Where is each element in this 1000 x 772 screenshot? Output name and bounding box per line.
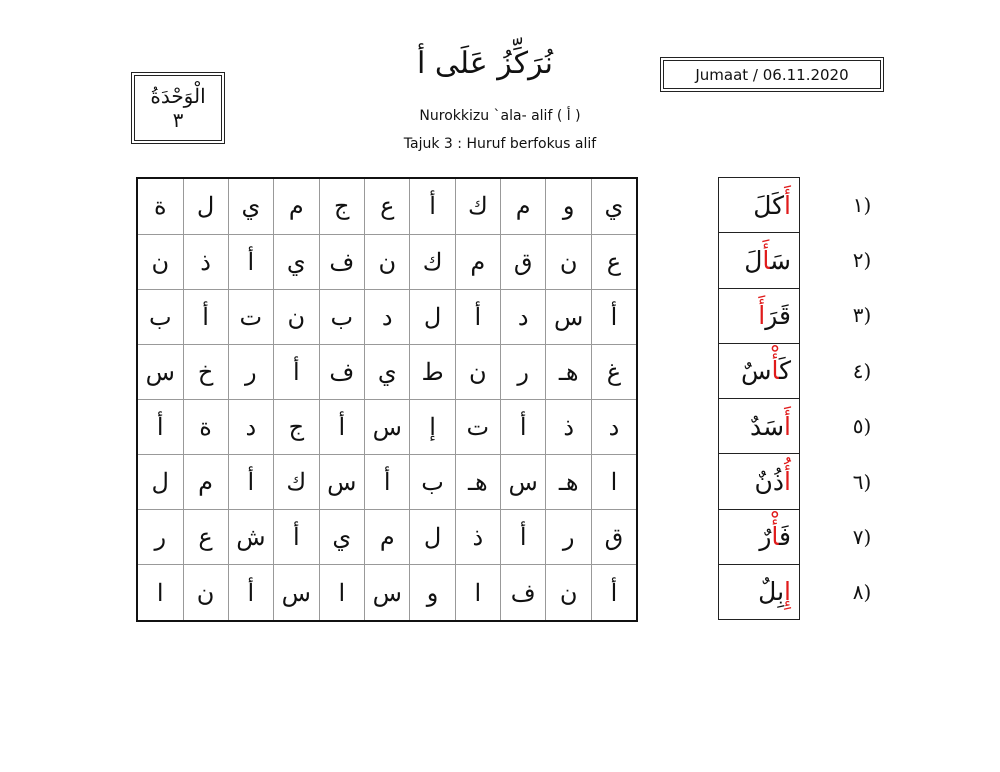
grid-row [137, 178, 637, 234]
word-row [719, 178, 800, 233]
grid-cell[interactable]: ا [319, 565, 364, 621]
grid-cell[interactable]: ل [410, 289, 455, 344]
grid-cell[interactable]: و [546, 178, 591, 234]
grid-cell[interactable]: ي [591, 178, 637, 234]
grid-cell[interactable]: أ [500, 510, 545, 565]
grid-cell[interactable]: هـ [546, 344, 591, 399]
word-part-highlight: أ [758, 301, 766, 331]
word-part-before: سَ [770, 245, 791, 275]
word-number: ٦) [852, 469, 872, 494]
word-part-after: ُذُنٌ [754, 466, 785, 496]
grid-cell[interactable]: ك [455, 178, 500, 234]
grid-cell[interactable]: أ [410, 178, 455, 234]
grid-cell[interactable]: أ [228, 234, 273, 289]
word-item [719, 564, 800, 619]
grid-cell[interactable]: ا [455, 565, 500, 621]
grid-cell[interactable]: أ [274, 510, 319, 565]
grid-cell[interactable]: ج [319, 178, 364, 234]
grid-row [137, 289, 637, 344]
word-row [719, 564, 800, 619]
grid-cell[interactable]: هـ [546, 455, 591, 510]
grid-row [137, 510, 637, 565]
grid-cell[interactable]: س [500, 455, 545, 510]
grid-cell[interactable]: ي [319, 510, 364, 565]
grid-cell[interactable]: ر [500, 344, 545, 399]
word-row [719, 509, 800, 564]
grid-cell[interactable]: ة [183, 399, 228, 454]
word-number: ٣) [852, 303, 872, 328]
word-item [719, 509, 800, 564]
grid-row [137, 455, 637, 510]
grid-cell[interactable]: ن [183, 565, 228, 621]
grid-cell[interactable]: غ [591, 344, 637, 399]
grid-cell[interactable]: ن [546, 234, 591, 289]
grid-cell[interactable]: ن [365, 234, 410, 289]
grid-cell[interactable]: و [410, 565, 455, 621]
grid-cell[interactable]: س [319, 455, 364, 510]
grid-cell[interactable]: م [455, 234, 500, 289]
grid-cell[interactable]: ذ [455, 510, 500, 565]
grid-cell[interactable]: ر [137, 510, 183, 565]
word-part-after: ْسٌ [740, 356, 772, 386]
grid-cell[interactable]: ق [591, 510, 637, 565]
grid-cell[interactable]: د [228, 399, 273, 454]
grid-row [137, 399, 637, 454]
word-part-highlight: أ [784, 190, 791, 220]
word-part-highlight: إ [784, 577, 791, 607]
word-part-highlight: أ [771, 522, 780, 552]
word-item [719, 454, 800, 509]
grid-row [137, 344, 637, 399]
word-part-highlight: أ [771, 356, 780, 386]
word-part-after: َكَلَ [753, 190, 785, 220]
grid-cell[interactable]: ر [546, 510, 591, 565]
unit-box [131, 72, 225, 144]
word-part-highlight: أ [762, 245, 771, 275]
grid-cell[interactable]: ر [228, 344, 273, 399]
word-row [719, 454, 800, 509]
grid-cell[interactable]: د [365, 289, 410, 344]
word-part-after: َلَ [744, 245, 763, 275]
grid-cell[interactable]: ب [137, 289, 183, 344]
grid-cell[interactable]: ل [410, 510, 455, 565]
grid-cell[interactable]: ذ [546, 399, 591, 454]
grid-cell[interactable]: أ [500, 399, 545, 454]
grid-cell[interactable]: ش [228, 510, 273, 565]
subtitle-bracket: ( أ ) [556, 108, 581, 124]
grid-cell[interactable]: أ [137, 399, 183, 454]
word-part-before: كَ [779, 356, 791, 386]
grid-cell[interactable]: ج [274, 399, 319, 454]
grid-cell[interactable]: ف [319, 344, 364, 399]
grid-cell[interactable]: ت [455, 399, 500, 454]
grid-cell[interactable]: ق [500, 234, 545, 289]
grid-cell[interactable]: هـ [455, 455, 500, 510]
grid-cell[interactable]: س [365, 399, 410, 454]
grid-cell[interactable]: ع [591, 234, 637, 289]
word-number: ٤) [852, 358, 872, 383]
word-row [719, 233, 800, 288]
topic: Tajuk 3 : Huruf berfokus alif [403, 136, 597, 152]
grid-cell[interactable]: ن [455, 344, 500, 399]
grid-cell[interactable]: ل [137, 455, 183, 510]
word-number: ٥) [852, 414, 872, 439]
grid-cell[interactable]: ي [228, 178, 273, 234]
grid-cell[interactable]: أ [319, 399, 364, 454]
grid-cell[interactable]: ع [183, 510, 228, 565]
word-item [719, 233, 800, 288]
subtitle-latin: Nurokkizu `ala- alif [419, 108, 553, 124]
word-number: ٧) [852, 525, 872, 550]
unit-inner [134, 75, 222, 141]
word-item [719, 399, 800, 454]
word-row [719, 288, 800, 343]
grid-cell[interactable]: ن [274, 289, 319, 344]
grid-cell[interactable]: أ [274, 344, 319, 399]
grid-cell[interactable]: م [365, 510, 410, 565]
date-box [660, 57, 884, 92]
grid-row [137, 565, 637, 621]
grid-cell[interactable]: ط [410, 344, 455, 399]
word-part-before: فَ [779, 522, 791, 552]
word-item [719, 288, 800, 343]
unit-label: الْوَحْدَةُ [150, 84, 206, 108]
grid-cell[interactable]: أ [365, 455, 410, 510]
word-numbers [842, 177, 882, 620]
grid-cell[interactable]: ك [274, 455, 319, 510]
word-part-after: َسَدٌ [749, 411, 785, 441]
grid-cell[interactable]: أ [591, 289, 637, 344]
word-number: ٨) [852, 580, 872, 605]
word-part-highlight: أ [784, 411, 791, 441]
grid-cell[interactable]: م [274, 178, 319, 234]
grid-cell[interactable]: ة [137, 178, 183, 234]
grid-cell[interactable]: ل [183, 178, 228, 234]
grid-cell[interactable]: ف [500, 565, 545, 621]
grid-cell[interactable]: س [274, 565, 319, 621]
grid-cell[interactable]: ك [410, 234, 455, 289]
word-list [718, 177, 800, 620]
grid-cell[interactable]: أ [591, 565, 637, 621]
grid-cell[interactable]: ت [228, 289, 273, 344]
word-item [719, 343, 800, 398]
grid-cell[interactable]: إ [410, 399, 455, 454]
grid-cell[interactable]: أ [455, 289, 500, 344]
grid-cell[interactable]: أ [183, 289, 228, 344]
grid-cell[interactable]: ا [137, 565, 183, 621]
grid-cell[interactable]: م [183, 455, 228, 510]
page-title: نُرَكِّزُ عَلَى أ [417, 46, 553, 81]
grid-cell[interactable]: خ [183, 344, 228, 399]
grid-cell[interactable]: ن [546, 565, 591, 621]
grid-cell[interactable]: أ [228, 565, 273, 621]
grid-cell[interactable]: ع [365, 178, 410, 234]
grid-cell[interactable]: د [591, 399, 637, 454]
subtitle [350, 108, 650, 124]
grid-cell[interactable]: س [365, 565, 410, 621]
grid-row [137, 234, 637, 289]
word-part-after: ْرٌ [759, 522, 772, 552]
word-part-highlight: أ [784, 466, 791, 496]
grid-cell[interactable]: ن [137, 234, 183, 289]
grid-cell[interactable]: أ [228, 455, 273, 510]
grid-cell[interactable]: ا [591, 455, 637, 510]
grid-cell[interactable]: س [137, 344, 183, 399]
grid-cell[interactable]: ي [274, 234, 319, 289]
grid-cell[interactable]: ب [410, 455, 455, 510]
grid-cell[interactable]: د [500, 289, 545, 344]
word-search-grid [136, 177, 638, 622]
word-item [719, 178, 800, 233]
date-text: Jumaat / 06.11.2020 [663, 60, 881, 89]
word-number: ٢) [852, 248, 872, 273]
grid-cell[interactable]: ذ [183, 234, 228, 289]
word-part-after: ِبِلٌ [758, 577, 785, 607]
word-number: ١) [852, 192, 872, 217]
grid-cell[interactable]: م [500, 178, 545, 234]
grid-cell[interactable]: ب [319, 289, 364, 344]
word-part-before: قَرَ [765, 301, 791, 331]
unit-number: ٣ [172, 108, 184, 132]
grid-cell[interactable]: ي [365, 344, 410, 399]
grid-cell[interactable]: س [546, 289, 591, 344]
word-row [719, 343, 800, 398]
grid-cell[interactable]: ف [319, 234, 364, 289]
word-row [719, 399, 800, 454]
